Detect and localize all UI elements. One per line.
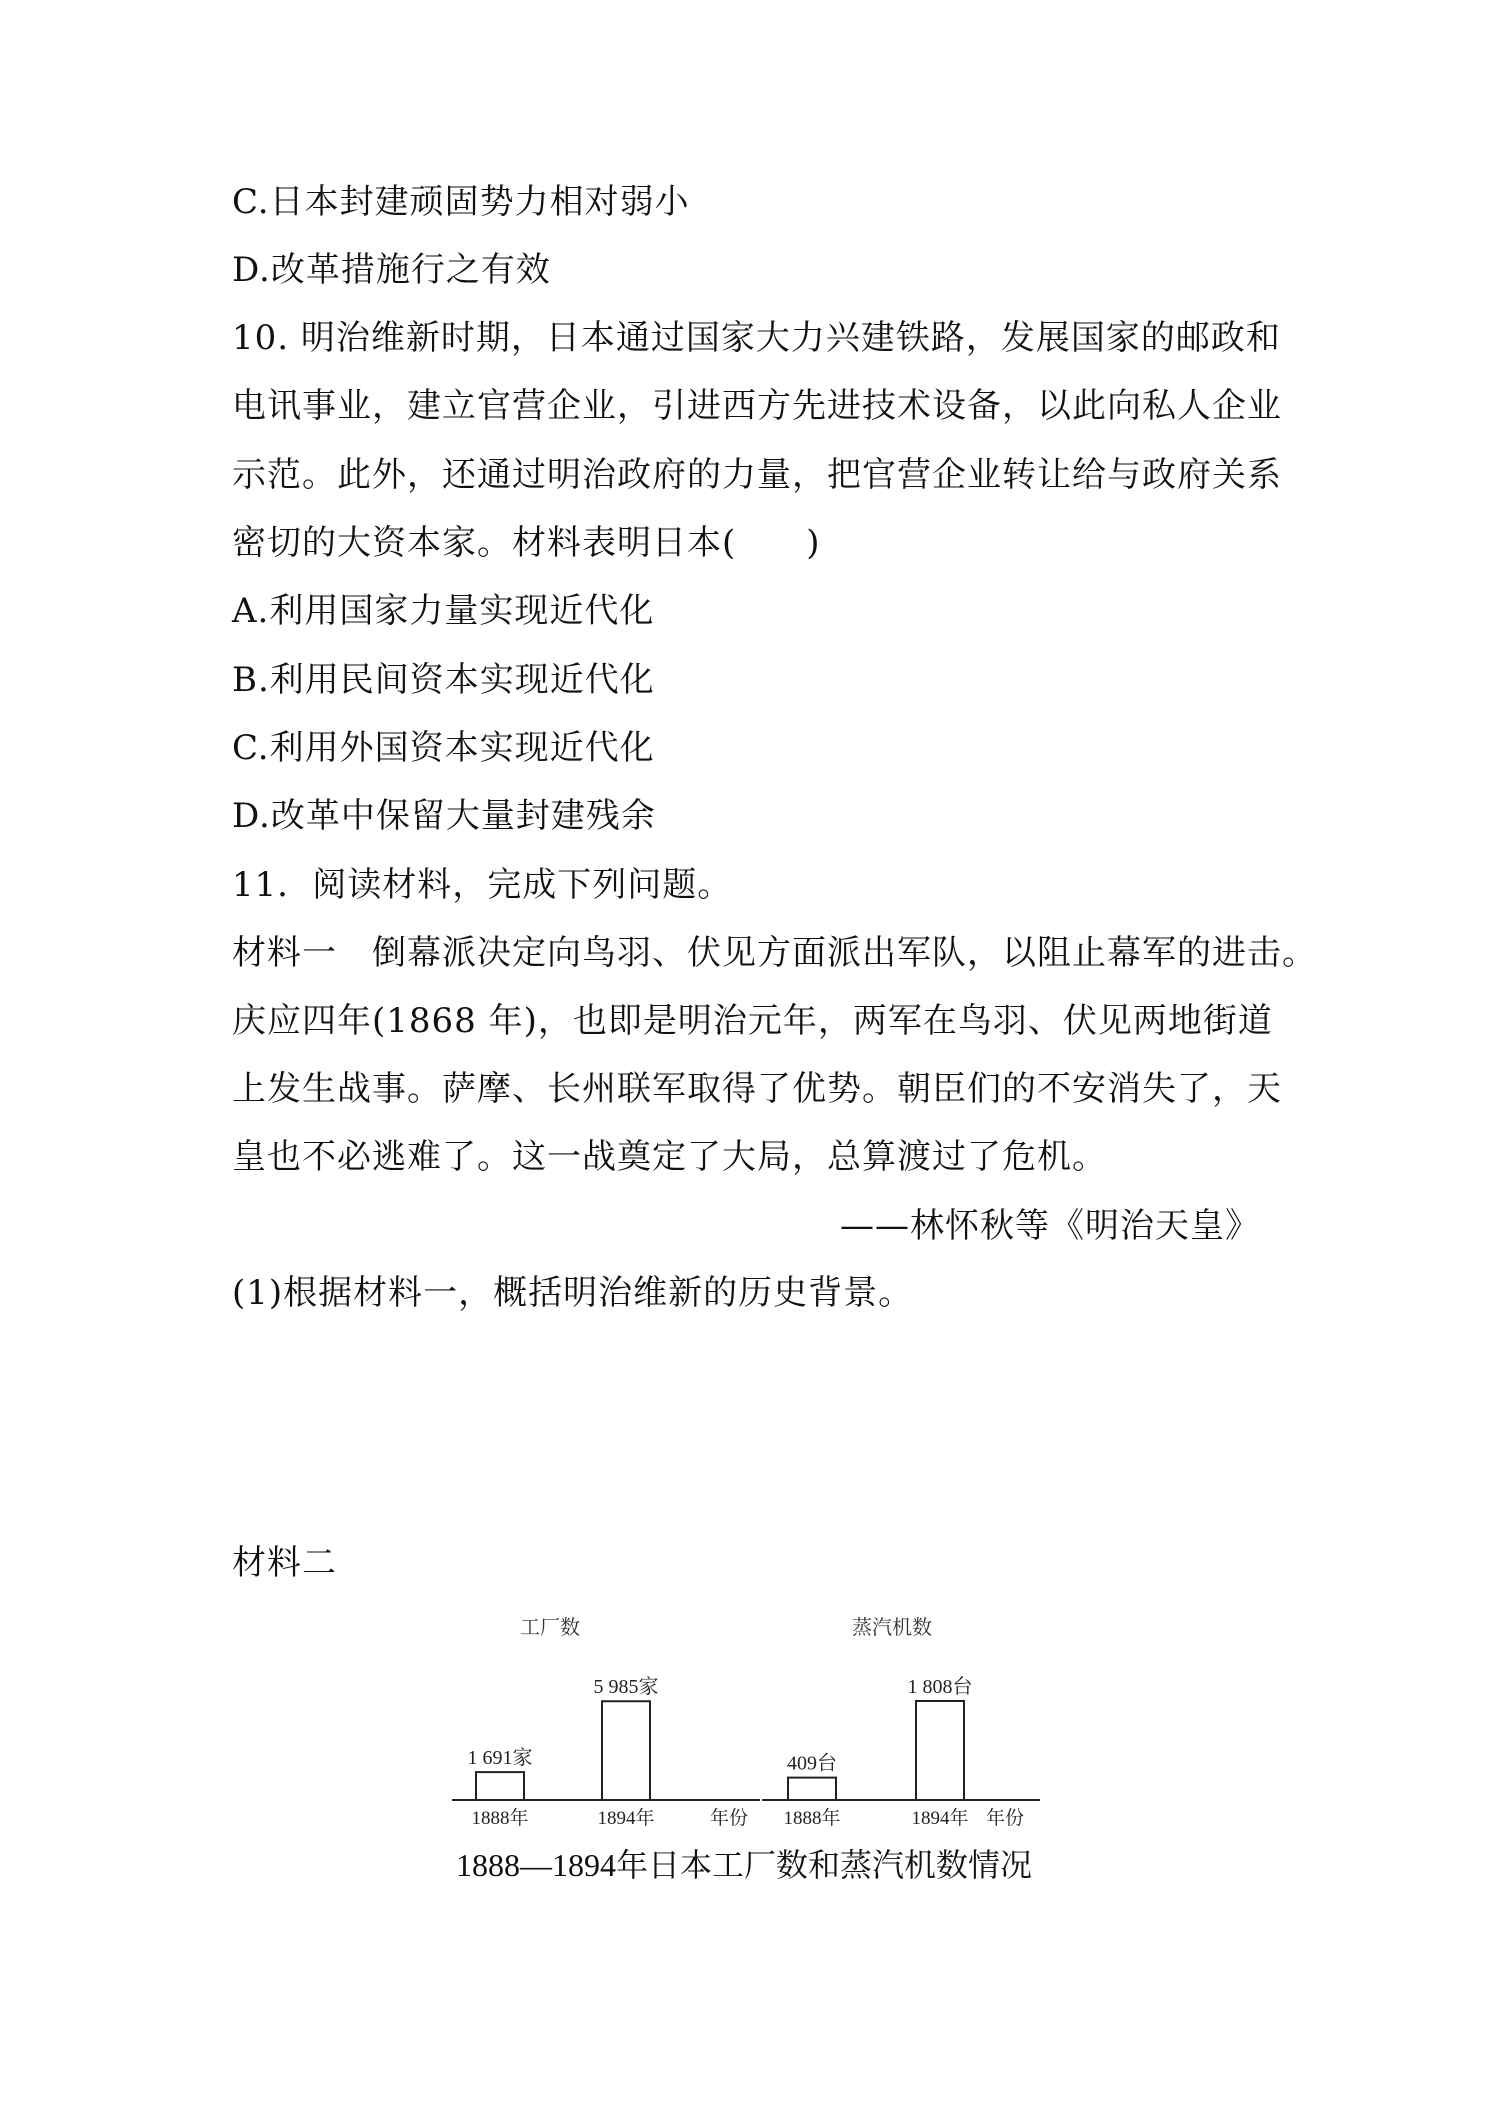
data-label-factories-0: 1 691家 <box>467 1747 533 1770</box>
question-10-line-4: 密切的大资本家。材料表明日本( ) <box>232 523 821 563</box>
chart-title-factories: 工厂数 <box>520 1617 580 1639</box>
bar-factories-1 <box>602 1701 650 1800</box>
tick-label-factories-0: 1888年 <box>471 1808 529 1829</box>
bar-factories-0 <box>476 1772 524 1800</box>
material-1-line-2: 庆应四年(1868 年)，也即是明治元年，两军在鸟羽、伏见两地街道 <box>232 1001 1273 1041</box>
data-label-steam-engines-0: 409台 <box>787 1752 837 1775</box>
material-1-source: ——林怀秋等《明治天皇》 <box>840 1206 1260 1246</box>
option-d-q10: D.改革中保留大量封建残余 <box>232 796 656 836</box>
question-10-line-3: 示范。此外，还通过明治政府的力量，把官营企业转让给与政府关系 <box>232 455 1282 495</box>
option-b-q10: B.利用民间资本实现近代化 <box>232 660 655 700</box>
chart-title-steam-engines: 蒸汽机数 <box>852 1617 932 1639</box>
material-1-line-4: 皇也不必逃难了。这一战奠定了大局，总算渡过了危机。 <box>232 1137 1107 1177</box>
option-a-q10: A.利用国家力量实现近代化 <box>232 591 655 631</box>
bar-steam-engines-0 <box>788 1778 836 1800</box>
bar-steam-engines-1 <box>916 1701 964 1800</box>
tick-label-factories-1: 1894年 <box>597 1808 655 1829</box>
question-10-line-1: 10. 明治维新时期，日本通过国家大力兴建铁路，发展国家的邮政和 <box>232 318 1281 358</box>
sub-question-1: (1)根据材料一，概括明治维新的历史背景。 <box>232 1273 914 1313</box>
material-2-label: 材料二 <box>232 1543 337 1583</box>
x-axis-label-factories: 年份 <box>710 1808 749 1829</box>
option-d-q9: D.改革措施行之有效 <box>232 250 551 290</box>
tick-label-steam-engines-1: 1894年 <box>911 1808 969 1829</box>
tick-label-steam-engines-0: 1888年 <box>783 1808 841 1829</box>
data-label-factories-1: 5 985家 <box>593 1676 659 1699</box>
x-axis-label-steam-engines: 年份 <box>986 1808 1025 1829</box>
question-10-line-2: 电讯事业，建立官营企业，引进西方先进技术设备，以此向私人企业 <box>232 386 1282 426</box>
option-c-q9: C.日本封建顽固势力相对弱小 <box>232 182 690 222</box>
material-1-line-3: 上发生战事。萨摩、长州联军取得了优势。朝臣们的不安消失了，天 <box>232 1069 1282 1109</box>
question-11-prompt: 11．阅读材料，完成下列问题。 <box>232 865 733 905</box>
material-1-line-1: 材料一 倒幕派决定向鸟羽、伏见方面派出军队，以阻止幕军的进击。 <box>232 933 1317 973</box>
option-c-q10: C.利用外国资本实现近代化 <box>232 728 655 768</box>
data-label-steam-engines-1: 1 808台 <box>907 1676 973 1698</box>
bar-charts <box>440 1610 1060 1830</box>
chart-caption: 1888—1894年日本工厂数和蒸汽机数情况 <box>455 1847 1032 1883</box>
